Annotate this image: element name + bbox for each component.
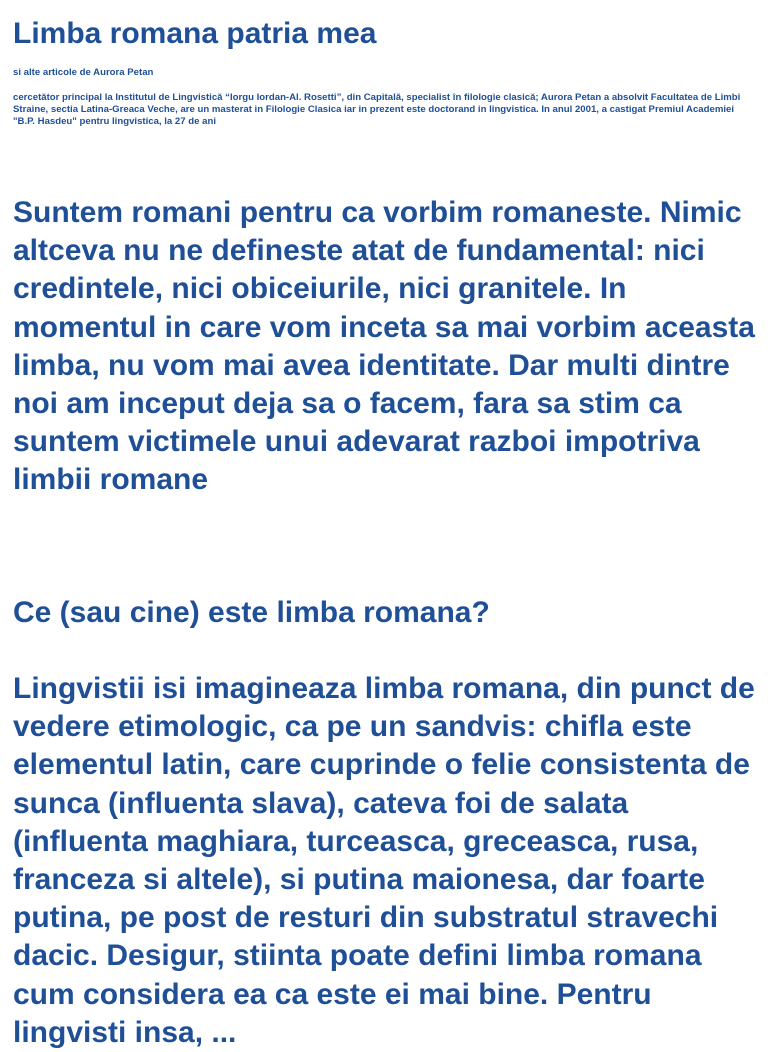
document-subtitle: si alte articole de Aurora Petan	[13, 67, 154, 78]
intro-paragraph: Suntem romani pentru ca vorbim romaneste. Nimic altceva nu ne defineste atat de fundamental: nici credintele, nici obiceiurile, nici granitele. In momentul in care vom inceta sa mai vorbim aceasta limba, nu vom mai avea identitate. Dar multi dintre noi am inceput deja sa o facem, fara sa stim ca suntem victimele unui adevarat razboi impotriva limbii romane	[13, 196, 755, 497]
author-bio: cercetător principal la Institutul de Lingvistică “Iorgu Iordan-Al. Rosetti”, din Capitală, specialist în filologie clasică; Aurora Petan a absolvit Facultatea de Limbi Straine, sectia Latina-Greaca Veche, are un masterat in Filologie Clasica iar in prezent este doctorand in lingvistica. In anul 2001, a castigat Premiul Academiei "B.P. Hasdeu" pentru lingvistica, la 27 de ani	[13, 92, 741, 127]
body-paragraph: Lingvistii isi imagineaza limba romana, din punct de vedere etimologic, ca pe un sandvis: chifla este elementul latin, care cuprinde o felie consistenta de sunca (influenta slava), cateva foi de salata (influenta maghiara, turceasca, greceasca, rusa, franceza si altele), si putina maionesa, dar foarte putina, pe post de resturi din substratul stravechi dacic. Desigur, stiinta poate defini limba romana cum considera ea ca este ei mai bine. Pentru lingvisti insa, ...	[13, 672, 755, 1049]
document-title: Limba romana patria mea	[13, 17, 377, 50]
section-heading: Ce (sau cine) este limba romana?	[13, 596, 490, 629]
